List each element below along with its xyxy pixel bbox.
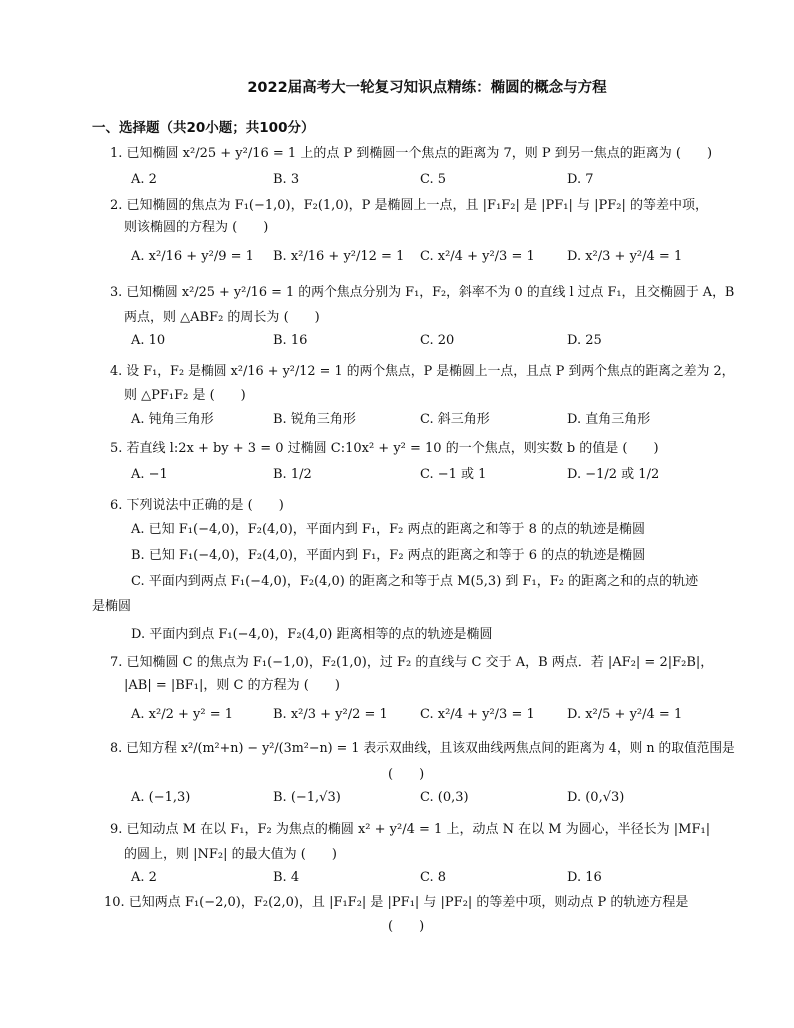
question-1-stem: 1. 已知椭圆 x²/25 + y²/16 = 1 上的点 P 到椭圆一个焦点的距离为 7，则 P 到另一焦点的距离为 ( ) <box>110 146 713 161</box>
section-heading: 一、选择题（共20小题；共100分） <box>92 120 315 136</box>
question-2-option-b[interactable]: B. x²/16 + y²/12 = 1 <box>273 249 405 264</box>
question-8-option-c[interactable]: C. (0,3) <box>420 790 469 805</box>
question-6-stem: 6. 下列说法中正确的是 ( ) <box>110 498 284 513</box>
question-9-option-c[interactable]: C. 8 <box>420 870 447 885</box>
question-3-option-b[interactable]: B. 16 <box>273 333 308 348</box>
question-10-stem: 10. 已知两点 F₁(−2,0)，F₂(2,0)，且 |F₁F₂| 是 |PF₁| 与 |PF₂| 的等差中项，则动点 P 的轨迹方程是 <box>104 895 689 910</box>
question-3-stem-cont: 两点，则 △ABF₂ 的周长为 ( ) <box>124 310 320 325</box>
question-5-stem: 5. 若直线 l:2x + by + 3 = 0 过椭圆 C:10x² + y² = 10 的一个焦点，则实数 b 的值是 ( ) <box>110 441 659 456</box>
question-1-option-c[interactable]: C. 5 <box>420 172 447 187</box>
question-6-option-c-cont: 是椭圆 <box>92 599 132 614</box>
question-8-option-a[interactable]: A. (−1,3) <box>131 790 191 805</box>
question-4-option-c[interactable]: C. 斜三角形 <box>420 412 490 427</box>
question-7-option-b[interactable]: B. x²/3 + y²/2 = 1 <box>273 707 388 722</box>
question-4-option-b[interactable]: B. 锐角三角形 <box>273 412 356 427</box>
question-1-option-d[interactable]: D. 7 <box>567 172 594 187</box>
question-3-stem: 3. 已知椭圆 x²/25 + y²/16 = 1 的两个焦点分别为 F₁，F₂，斜率不为 0 的直线 l 过点 F₁，且交椭圆于 A，B <box>110 285 735 300</box>
question-6-option-b[interactable]: B. 已知 F₁(−4,0)，F₂(4,0)，平面内到 F₁，F₂ 两点的距离之和等于 6 的点的轨迹是椭圆 <box>131 548 646 563</box>
question-10-answer-blank: ( ) <box>388 919 425 934</box>
question-5-option-c[interactable]: C. −1 或 1 <box>420 467 487 482</box>
question-7-option-d[interactable]: D. x²/5 + y²/4 = 1 <box>567 707 683 722</box>
question-5-option-a[interactable]: A. −1 <box>131 467 168 482</box>
question-3-option-a[interactable]: A. 10 <box>131 333 166 348</box>
question-5-option-b[interactable]: B. 1/2 <box>273 467 312 482</box>
question-9-option-a[interactable]: A. 2 <box>131 870 157 885</box>
question-5-option-d[interactable]: D. −1/2 或 1/2 <box>567 467 660 482</box>
question-8-option-b[interactable]: B. (−1,√3) <box>273 790 341 805</box>
page-title: 2022届高考大一轮复习知识点精练：椭圆的概念与方程 <box>247 80 607 96</box>
question-9-stem: 9. 已知动点 M 在以 F₁，F₂ 为焦点的椭圆 x² + y²/4 = 1 上，动点 N 在以 M 为圆心，半径长为 |MF₁| <box>110 822 711 837</box>
question-8-answer-blank: ( ) <box>388 767 425 782</box>
question-9-stem-cont: 的圆上，则 |NF₂| 的最大值为 ( ) <box>124 847 337 862</box>
question-2-stem-cont: 则该椭圆的方程为 ( ) <box>124 220 269 235</box>
question-6-option-c[interactable]: C. 平面内到两点 F₁(−4,0)，F₂(4,0) 的距离之和等于点 M(5,3) 到 F₁，F₂ 的距离之和的点的轨迹 <box>131 574 699 589</box>
question-9-option-d[interactable]: D. 16 <box>567 870 602 885</box>
question-1-option-a[interactable]: A. 2 <box>131 172 157 187</box>
question-2-option-c[interactable]: C. x²/4 + y²/3 = 1 <box>420 249 535 264</box>
question-4-option-a[interactable]: A. 钝角三角形 <box>131 412 214 427</box>
question-7-stem: 7. 已知椭圆 C 的焦点为 F₁(−1,0)，F₂(1,0)，过 F₂ 的直线与 C 交于 A，B 两点．若 |AF₂| = 2|F₂B|， <box>110 655 714 670</box>
question-8-stem: 8. 已知方程 x²/(m²+n) − y²/(3m²−n) = 1 表示双曲线，且该双曲线两焦点间的距离为 4，则 n 的取值范围是 <box>110 741 735 756</box>
question-7-option-c[interactable]: C. x²/4 + y²/3 = 1 <box>420 707 535 722</box>
question-3-option-d[interactable]: D. 25 <box>567 333 602 348</box>
question-3-option-c[interactable]: C. 20 <box>420 333 455 348</box>
question-4-stem: 4. 设 F₁，F₂ 是椭圆 x²/16 + y²/12 = 1 的两个焦点，P 是椭圆上一点，且点 P 到两个焦点的距离之差为 2， <box>110 364 735 379</box>
question-7-option-a[interactable]: A. x²/2 + y² = 1 <box>131 707 233 722</box>
question-6-option-d[interactable]: D. 平面内到点 F₁(−4,0)，F₂(4,0) 距离相等的点的轨迹是椭圆 <box>131 627 493 642</box>
question-2-stem: 2. 已知椭圆的焦点为 F₁(−1,0)，F₂(1,0)，P 是椭圆上一点，且 |F₁F₂| 是 |PF₁| 与 |PF₂| 的等差中项， <box>110 198 709 213</box>
question-9-option-b[interactable]: B. 4 <box>273 870 300 885</box>
question-1-option-b[interactable]: B. 3 <box>273 172 300 187</box>
question-8-option-d[interactable]: D. (0,√3) <box>567 790 625 805</box>
question-2-option-d[interactable]: D. x²/3 + y²/4 = 1 <box>567 249 683 264</box>
question-4-stem-cont: 则 △PF₁F₂ 是 ( ) <box>124 388 246 403</box>
question-2-option-a[interactable]: A. x²/16 + y²/9 = 1 <box>131 249 254 264</box>
question-4-option-d[interactable]: D. 直角三角形 <box>567 412 651 427</box>
question-7-stem-cont: |AB| = |BF₁|，则 C 的方程为 ( ) <box>124 678 340 693</box>
question-6-option-a[interactable]: A. 已知 F₁(−4,0)，F₂(4,0)，平面内到 F₁，F₂ 两点的距离之和等于 8 的点的轨迹是椭圆 <box>131 522 646 537</box>
